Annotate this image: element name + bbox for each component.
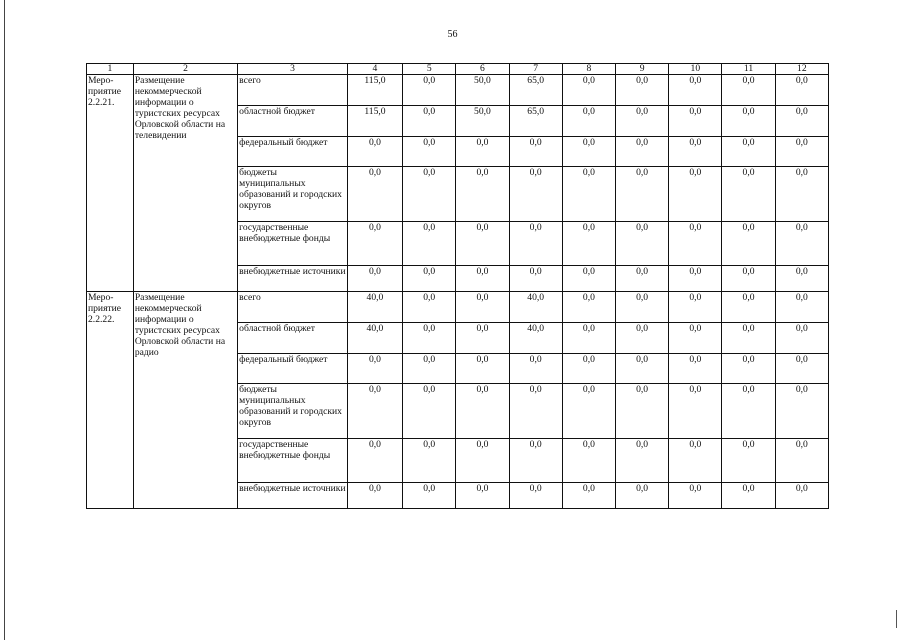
value-cell: 0,0	[669, 106, 722, 137]
funding-source: бюджеты муниципальных образований и городских округов	[238, 384, 348, 439]
value-cell: 0,0	[669, 483, 722, 509]
value-cell: 0,0	[403, 75, 456, 106]
value-cell: 0,0	[669, 137, 722, 167]
value-cell: 0,0	[456, 384, 509, 439]
measure-id: Меро-приятие 2.2.21.	[87, 75, 134, 292]
value-cell: 0,0	[562, 384, 615, 439]
funding-source: областной бюджет	[238, 106, 348, 137]
scan-mark	[896, 610, 897, 628]
value-cell: 0,0	[775, 292, 828, 323]
value-cell: 0,0	[722, 483, 775, 509]
value-cell: 0,0	[403, 439, 456, 483]
column-header: 11	[722, 64, 775, 75]
value-cell: 0,0	[722, 384, 775, 439]
value-cell: 115,0	[347, 75, 402, 106]
value-cell: 0,0	[722, 222, 775, 266]
value-cell: 40,0	[509, 292, 562, 323]
value-cell: 0,0	[562, 323, 615, 354]
value-cell: 0,0	[347, 137, 402, 167]
measure-name: Размещение некоммерческой информации о туристских ресурсах Орловской области на телевидении	[133, 75, 237, 292]
value-cell: 0,0	[775, 167, 828, 222]
funding-source: федеральный бюджет	[238, 354, 348, 384]
table-row	[87, 292, 829, 323]
page-number: 56	[447, 29, 458, 40]
value-cell: 0,0	[562, 266, 615, 292]
value-cell: 0,0	[669, 222, 722, 266]
value-cell: 0,0	[403, 266, 456, 292]
budget-table	[86, 63, 829, 509]
column-header: 4	[347, 64, 402, 75]
column-header: 1	[87, 64, 134, 75]
value-cell: 0,0	[509, 384, 562, 439]
value-cell: 0,0	[509, 266, 562, 292]
value-cell: 0,0	[456, 323, 509, 354]
value-cell: 0,0	[347, 439, 402, 483]
value-cell: 0,0	[456, 292, 509, 323]
funding-source: всего	[238, 292, 348, 323]
value-cell: 40,0	[347, 292, 402, 323]
value-cell: 0,0	[562, 106, 615, 137]
funding-source: государственные внебюджетные фонды	[238, 222, 348, 266]
value-cell: 0,0	[722, 266, 775, 292]
value-cell: 0,0	[403, 106, 456, 137]
value-cell: 0,0	[509, 222, 562, 266]
value-cell: 0,0	[403, 222, 456, 266]
value-cell: 0,0	[722, 292, 775, 323]
value-cell: 0,0	[347, 222, 402, 266]
column-header: 5	[403, 64, 456, 75]
value-cell: 0,0	[775, 323, 828, 354]
value-cell: 0,0	[347, 384, 402, 439]
value-cell: 0,0	[616, 483, 669, 509]
left-margin-rule	[4, 0, 5, 640]
value-cell: 0,0	[616, 384, 669, 439]
value-cell: 0,0	[509, 167, 562, 222]
value-cell: 0,0	[456, 354, 509, 384]
value-cell: 0,0	[616, 75, 669, 106]
header-row	[87, 64, 829, 75]
value-cell: 0,0	[669, 75, 722, 106]
value-cell: 0,0	[616, 266, 669, 292]
value-cell: 0,0	[403, 354, 456, 384]
value-cell: 0,0	[775, 354, 828, 384]
value-cell: 0,0	[616, 439, 669, 483]
value-cell: 0,0	[616, 167, 669, 222]
value-cell: 0,0	[509, 439, 562, 483]
value-cell: 0,0	[775, 266, 828, 292]
value-cell: 0,0	[347, 483, 402, 509]
measure-name: Размещение некоммерческой информации о туристских ресурсах Орловской области на радио	[133, 292, 237, 509]
value-cell: 0,0	[722, 439, 775, 483]
value-cell: 0,0	[616, 323, 669, 354]
value-cell: 0,0	[562, 354, 615, 384]
value-cell: 0,0	[616, 106, 669, 137]
value-cell: 0,0	[509, 483, 562, 509]
value-cell: 0,0	[347, 167, 402, 222]
column-header: 3	[238, 64, 348, 75]
value-cell: 0,0	[616, 137, 669, 167]
value-cell: 0,0	[403, 137, 456, 167]
value-cell: 0,0	[509, 137, 562, 167]
value-cell: 0,0	[669, 292, 722, 323]
value-cell: 0,0	[403, 323, 456, 354]
value-cell: 65,0	[509, 106, 562, 137]
value-cell: 0,0	[669, 167, 722, 222]
value-cell: 0,0	[456, 439, 509, 483]
funding-source: внебюджетные источники	[238, 266, 348, 292]
value-cell: 0,0	[722, 167, 775, 222]
funding-source: всего	[238, 75, 348, 106]
column-header: 9	[616, 64, 669, 75]
value-cell: 0,0	[562, 439, 615, 483]
value-cell: 50,0	[456, 75, 509, 106]
measure-id: Меро-приятие 2.2.22.	[87, 292, 134, 509]
value-cell: 0,0	[775, 439, 828, 483]
value-cell: 40,0	[509, 323, 562, 354]
value-cell: 0,0	[456, 266, 509, 292]
value-cell: 0,0	[562, 167, 615, 222]
value-cell: 0,0	[616, 354, 669, 384]
value-cell: 0,0	[562, 222, 615, 266]
value-cell: 0,0	[562, 75, 615, 106]
value-cell: 0,0	[456, 167, 509, 222]
table-body	[87, 75, 829, 509]
value-cell: 0,0	[403, 292, 456, 323]
column-header: 2	[133, 64, 237, 75]
value-cell: 0,0	[616, 292, 669, 323]
value-cell: 0,0	[669, 354, 722, 384]
value-cell: 0,0	[775, 137, 828, 167]
value-cell: 0,0	[722, 106, 775, 137]
value-cell: 0,0	[562, 137, 615, 167]
value-cell: 0,0	[722, 75, 775, 106]
value-cell: 65,0	[509, 75, 562, 106]
value-cell: 50,0	[456, 106, 509, 137]
value-cell: 115,0	[347, 106, 402, 137]
value-cell: 0,0	[669, 439, 722, 483]
value-cell: 0,0	[722, 323, 775, 354]
column-header: 8	[562, 64, 615, 75]
value-cell: 0,0	[616, 222, 669, 266]
value-cell: 0,0	[775, 106, 828, 137]
value-cell: 0,0	[456, 137, 509, 167]
value-cell: 0,0	[403, 483, 456, 509]
value-cell: 0,0	[669, 323, 722, 354]
value-cell: 0,0	[669, 384, 722, 439]
value-cell: 0,0	[456, 483, 509, 509]
value-cell: 0,0	[347, 354, 402, 384]
funding-source: областной бюджет	[238, 323, 348, 354]
column-header: 6	[456, 64, 509, 75]
value-cell: 0,0	[562, 483, 615, 509]
table-row	[87, 75, 829, 106]
value-cell: 0,0	[775, 75, 828, 106]
value-cell: 0,0	[456, 222, 509, 266]
funding-source: внебюджетные источники	[238, 483, 348, 509]
funding-source: государственные внебюджетные фонды	[238, 439, 348, 483]
value-cell: 0,0	[722, 354, 775, 384]
value-cell: 0,0	[347, 266, 402, 292]
value-cell: 0,0	[403, 167, 456, 222]
value-cell: 0,0	[562, 292, 615, 323]
value-cell: 0,0	[403, 384, 456, 439]
value-cell: 0,0	[775, 222, 828, 266]
column-header: 10	[669, 64, 722, 75]
funding-source: бюджеты муниципальных образований и городских округов	[238, 167, 348, 222]
value-cell: 0,0	[722, 137, 775, 167]
value-cell: 0,0	[775, 384, 828, 439]
value-cell: 0,0	[775, 483, 828, 509]
value-cell: 40,0	[347, 323, 402, 354]
funding-source: федеральный бюджет	[238, 137, 348, 167]
column-header: 12	[775, 64, 828, 75]
value-cell: 0,0	[509, 354, 562, 384]
value-cell: 0,0	[669, 266, 722, 292]
column-header: 7	[509, 64, 562, 75]
